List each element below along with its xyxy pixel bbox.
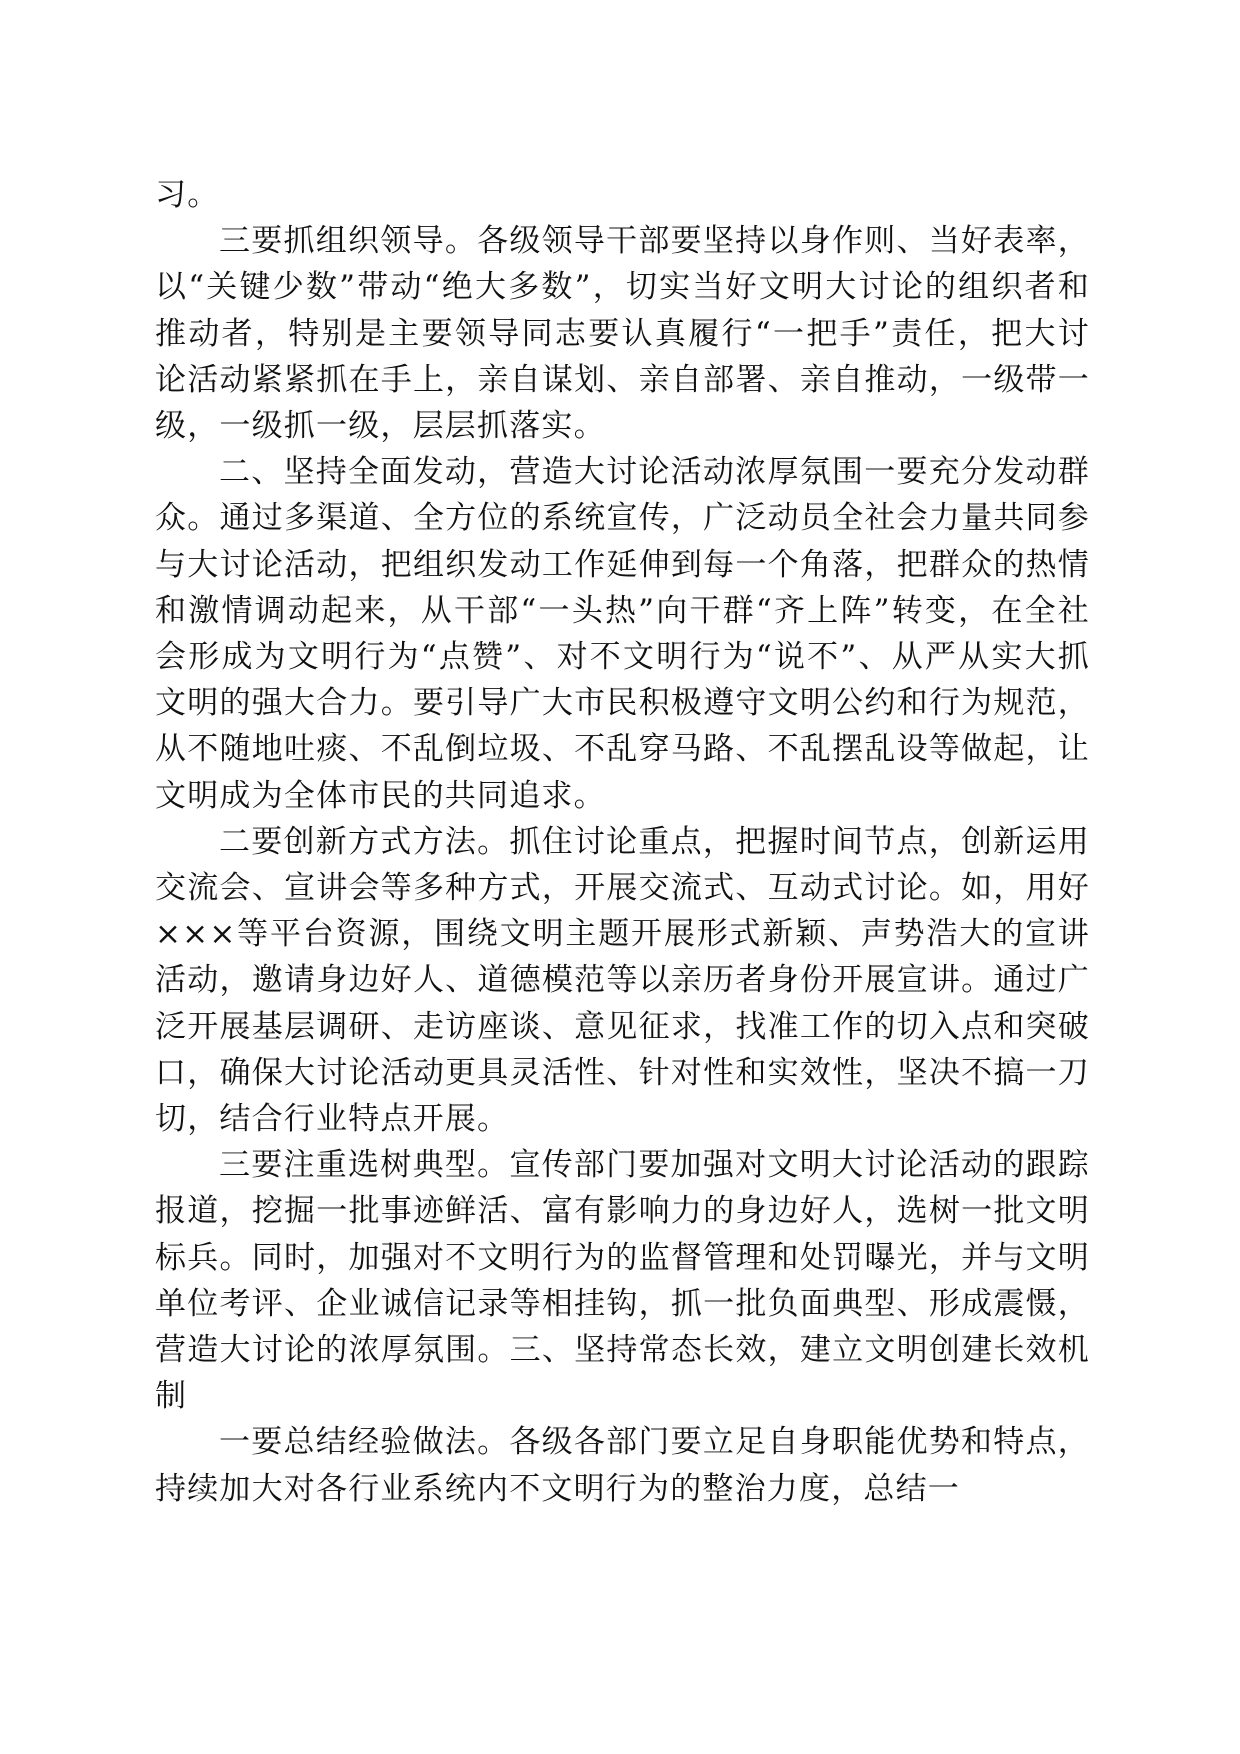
paragraph-select-models: 三要注重选树典型。宣传部门要加强对文明大讨论活动的跟踪报道，挖掘一批事迹鲜活、富有影响力的身边好人，选树一批文明标兵。同时，加强对不文明行为的监督管理和处罚曝光，并与文明单位考评、企业诚信记录等相挂钩，抓一批负面典型、形成震慑，营造大讨论的浓厚氛围。三、坚持常态长效，建立文明创建长效机制 [155,1147,1090,1415]
document-body [155,172,1090,1512]
paragraph-mobilize-public: 二、坚持全面发动，营造大讨论活动浓厚氛围一要充分发动群众。通过多渠道、全方位的系统宣传，广泛动员全社会力量共同参与大讨论活动，把组织发动工作延伸到每一个角落，把群众的热情和激情调动起来，从干部“一头热”向干群“齐上阵”转变，在全社会形成为文明行为“点赞”、对不文明行为“说不”、从严从实大抓文明的强大合力。要引导广大市民积极遵守文明公约和行为规范，从不随地吐痰、不乱倒垃圾、不乱穿马路、不乱摆乱设等做起，让文明成为全体市民的共同追求。 [155,454,1090,814]
paragraph-summarize-experience: 一要总结经验做法。各级各部门要立足自身职能优势和特点，持续加大对各行业系统内不文明行为的整治力度，总结一 [155,1424,1090,1507]
paragraph-innovate-methods: 二要创新方式方法。抓住讨论重点，把握时间节点，创新运用交流会、宣讲会等多种方式，开展交流式、互动式讨论。如，用好×××等平台资源，围绕文明主题开展形式新颖、声势浩大的宣讲活动，邀请身边好人、道德模范等以亲历者身份开展宣讲。通过广泛开展基层调研、走访座谈、意见征求，找准工作的切入点和突破口，确保大讨论活动更具灵活性、针对性和实效性，坚决不搞一刀切，结合行业特点开展。 [155,823,1090,1138]
paragraph-organizational-leadership: 三要抓组织领导。各级领导干部要坚持以身作则、当好表率，以“关键少数”带动“绝大多数”，切实当好文明大讨论的组织者和推动者，特别是主要领导同志要认真履行“一把手”责任，把大讨论活动紧紧抓在手上，亲自谋划、亲自部署、亲自推动，一级带一级，一级抓一级，层层抓落实。 [155,223,1090,445]
paragraph-continuation: 习。 [155,177,220,213]
